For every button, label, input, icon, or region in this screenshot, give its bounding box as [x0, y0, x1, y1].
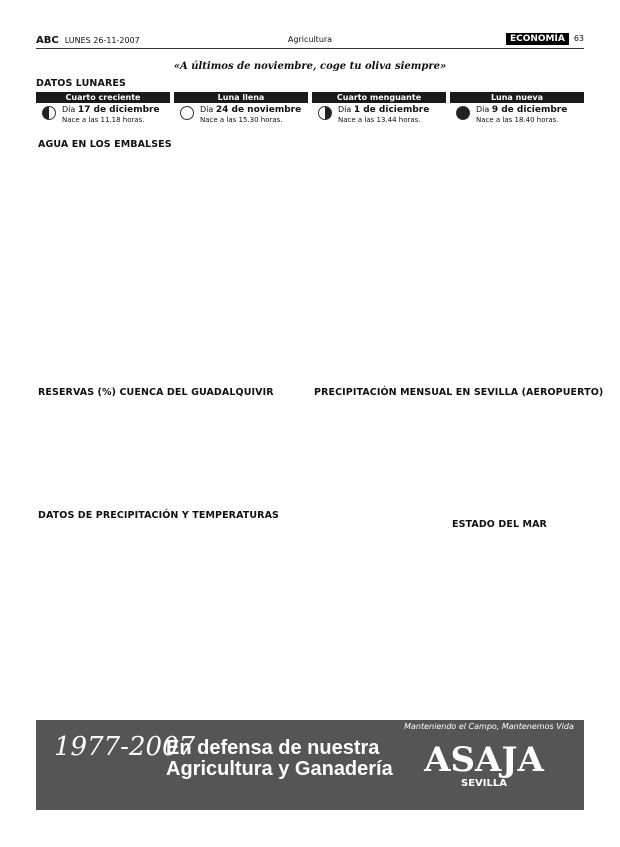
- section-label: Agricultura: [287, 35, 333, 44]
- ad-headline: En defensa de nuestra Agricultura y Ganadería: [166, 737, 393, 780]
- moon-full-icon: [180, 106, 194, 120]
- moon-phase-name: Cuarto menguante: [312, 92, 446, 103]
- moon-first-quarter-icon: [42, 106, 56, 120]
- moon-new-icon: [456, 106, 470, 120]
- moon-phase-new: [450, 92, 584, 126]
- ad-years: 1977-2007: [54, 732, 196, 762]
- moon-date-prefix: Día: [338, 105, 352, 114]
- page-number: 63: [573, 34, 584, 43]
- reservas-heading: RESERVAS (%) CUENCA DEL GUADALQUIVIR: [38, 387, 274, 398]
- moon-phases: [36, 92, 584, 126]
- moon-phase-name: Luna llena: [174, 92, 308, 103]
- moon-phase-name: Luna nueva: [450, 92, 584, 103]
- moon-date-prefix: Día: [476, 105, 490, 114]
- moon-heading: DATOS LUNARES: [36, 78, 126, 89]
- mar-heading: ESTADO DEL MAR: [452, 519, 547, 530]
- masthead-date: LUNES 26-11-2007: [64, 36, 140, 45]
- advertisement-banner[interactable]: [36, 720, 584, 810]
- ad-tagline: Manteniendo el Campo, Mantenemos Vida: [404, 722, 574, 731]
- moon-date-prefix: Día: [200, 105, 214, 114]
- temperaturas-heading: DATOS DE PRECIPITACIÓN Y TEMPERATURAS: [38, 510, 279, 521]
- moon-time: Nace a las 11.18 horas.: [62, 116, 145, 124]
- ad-logo-sub: SEVILLA: [461, 778, 507, 789]
- moon-phase-first-quarter: [36, 92, 170, 126]
- ad-logo: ASAJA: [424, 740, 544, 780]
- moon-phase-name: Cuarto creciente: [36, 92, 170, 103]
- section-badge: ECONOMÍA: [506, 33, 569, 45]
- moon-time: Nace a las 18.40 horas.: [476, 116, 559, 124]
- moon-time: Nace a las 15.30 horas.: [200, 116, 283, 124]
- moon-date: 1 de diciembre: [353, 105, 430, 115]
- moon-date: 17 de diciembre: [77, 105, 160, 115]
- moon-time: Nace a las 13.44 horas.: [338, 116, 421, 124]
- moon-date: 24 de noviembre: [215, 105, 302, 115]
- moon-date: 9 de diciembre: [491, 105, 568, 115]
- moon-last-quarter-icon: [318, 106, 332, 120]
- moon-phase-last-quarter: [312, 92, 446, 126]
- moon-phase-full: [174, 92, 308, 126]
- proverb-quote: «A últimos de noviembre, coge tu oliva siempre»: [173, 61, 447, 72]
- embalses-heading: AGUA EN LOS EMBALSES: [38, 139, 172, 150]
- page-header: [36, 34, 584, 49]
- moon-date-prefix: Día: [62, 105, 76, 114]
- masthead-brand: ABC: [36, 35, 59, 46]
- precipitacion-heading: PRECIPITACIÓN MENSUAL EN SEVILLA (AEROPUERTO): [314, 387, 604, 398]
